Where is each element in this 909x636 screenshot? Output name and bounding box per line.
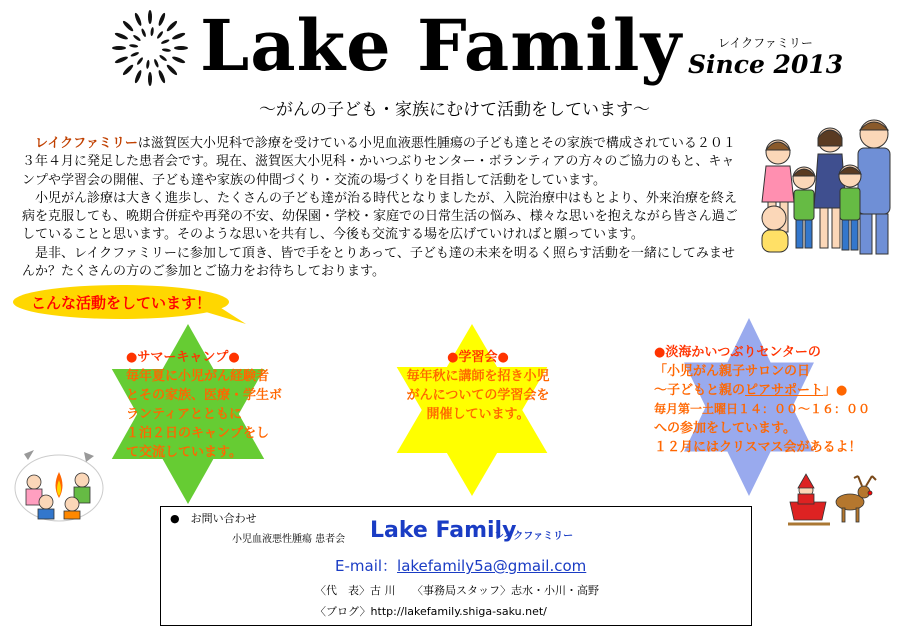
contact-heading: ● お問い合わせ xyxy=(170,512,257,525)
burst-ray xyxy=(166,20,179,33)
study-line: 開催しています。 xyxy=(426,407,530,422)
burst-ray xyxy=(146,60,150,69)
camp-line: ランティアとともに xyxy=(126,407,242,422)
intro-paragraph-1 xyxy=(22,135,747,190)
burst-ray xyxy=(171,55,185,64)
camp-activity xyxy=(126,348,296,462)
contact-org-subtitle: 小児血液悪性腫瘍 患者会 xyxy=(232,534,346,545)
study-line: がんについての学習会を xyxy=(406,388,550,403)
burst-ray xyxy=(148,72,152,86)
salon-activity xyxy=(654,343,904,457)
campfire-illustration xyxy=(14,446,104,522)
burst-ray xyxy=(159,54,168,62)
contact-brand: Lake Family xyxy=(370,518,517,543)
camp-line: て交流しています。 xyxy=(126,445,242,460)
tagline: ～がんの子ども・家族にむけて活動をしています～ xyxy=(259,100,650,120)
burst-ray xyxy=(122,64,135,77)
intro-text xyxy=(22,135,747,281)
burst-ray xyxy=(134,69,143,83)
burst-ray xyxy=(112,46,126,50)
burst-ray xyxy=(171,32,185,41)
salon-line: への参加をしています。 xyxy=(654,421,796,436)
contact-blog-link[interactable]: 〈ブログ〉http://lakefamily.shiga-saku.net/ xyxy=(315,605,547,618)
santa-sleigh-illustration xyxy=(786,468,882,528)
burst-ray xyxy=(156,30,164,39)
camp-line: 毎年夏に小児がん経験者 xyxy=(126,369,270,384)
burst-ray xyxy=(174,46,188,50)
burst-ray xyxy=(150,27,154,36)
family-illustration xyxy=(752,112,902,260)
burst-ray xyxy=(114,32,128,41)
study-activity xyxy=(388,348,568,424)
intro-paragraph-2 xyxy=(22,190,747,245)
activities-banner-label: こんな活動をしています！ xyxy=(30,294,211,312)
salon-line: 「小児がん親子サロンの日 xyxy=(654,364,811,379)
contact-email-row xyxy=(335,555,586,576)
intro-paragraph-3 xyxy=(22,245,747,282)
salon-line-2 xyxy=(654,381,904,400)
study-line: 毎年秋に講師を招き小児 xyxy=(406,369,550,384)
camp-heading: ●サマーキャンプ● xyxy=(126,350,240,365)
title-kana: レイクファミリー xyxy=(718,36,813,50)
study-heading: ●学習会● xyxy=(447,350,509,365)
contact-brand-kana: レイクファミリー xyxy=(494,531,574,542)
salon-line2-suffix: 」● xyxy=(823,383,848,398)
burst-ray xyxy=(162,48,171,52)
burst-ray xyxy=(136,57,144,66)
salon-schedule: 毎月第一土曜日１４：００～１６：００ xyxy=(654,402,871,416)
burst-ray xyxy=(134,12,143,26)
salon-heading: ●淡海かいつぶりセンターの xyxy=(654,345,821,360)
burst-ray xyxy=(153,59,159,68)
burst-ray xyxy=(132,34,141,42)
burst-ray xyxy=(157,12,166,26)
email-link[interactable]: lakefamily5a@gmail.com xyxy=(397,557,587,575)
burst-ray xyxy=(114,55,128,64)
burst-ray xyxy=(130,51,139,57)
burst-ray xyxy=(122,20,135,33)
camp-line: とその家族、医療・学生ボ xyxy=(126,388,283,403)
intro-p3-text: 是非、レイクファミリーに参加して頂き、皆で手をとりあって、子ども達の未来を明るく照らす活動を一緒にしてみませんか？たくさんの方のご参加とご協力をお待ちしております。 xyxy=(22,245,735,280)
burst-ray xyxy=(129,44,138,48)
intro-p2-text: 小児がん診療は大きく進歩し、たくさんの子ども達が治る時代となりましたが、入院治療中はもとより、外来治療を終え病を克服しても、晩期合併症や再発の不安、幼保園・学校・家庭での日常生活の悩み、様々な思いを抱えながら皆さん過ごしていることと思います。そのような思いを共有し、今後も交流する場を広げていければと願っています。 xyxy=(22,190,738,243)
logo-burst-icon xyxy=(108,6,192,90)
burst-ray xyxy=(141,28,147,37)
email-label: E-mail： xyxy=(335,557,398,575)
burst-ray xyxy=(148,10,152,24)
burst-ray xyxy=(161,39,170,45)
org-name: レイクファミリー xyxy=(35,136,138,151)
page-title: Lake Family xyxy=(200,4,683,87)
salon-line2-prefix: ～子どもと親の xyxy=(654,383,746,398)
camp-line: １泊２日のキャンプをし xyxy=(126,426,270,441)
since-label: Since 2013 xyxy=(688,50,844,79)
peer-support-label: ピアサポート xyxy=(745,383,824,398)
salon-line: １２月にはクリスマス会があるよ！ xyxy=(654,440,862,455)
intro-p1-text: は滋賀医大小児科で診療を受けている小児血液悪性腫瘍の子ども達とその家族で構成されている２０１３年４月に発足した患者会です。現在、滋賀医大小児科・かいつぶりセンター・ボランティアの方々のご協力のもと、キャンプや学習会の開催、子ども達や家族の仲間づくり・交流の場づくりを目指して活動をしています。 xyxy=(22,136,736,188)
burst-ray xyxy=(166,64,179,77)
burst-ray xyxy=(157,69,166,83)
contact-staff: 〈代 表〉古 川 〈事務局スタッフ〉志水・小川・高野 xyxy=(315,584,599,597)
